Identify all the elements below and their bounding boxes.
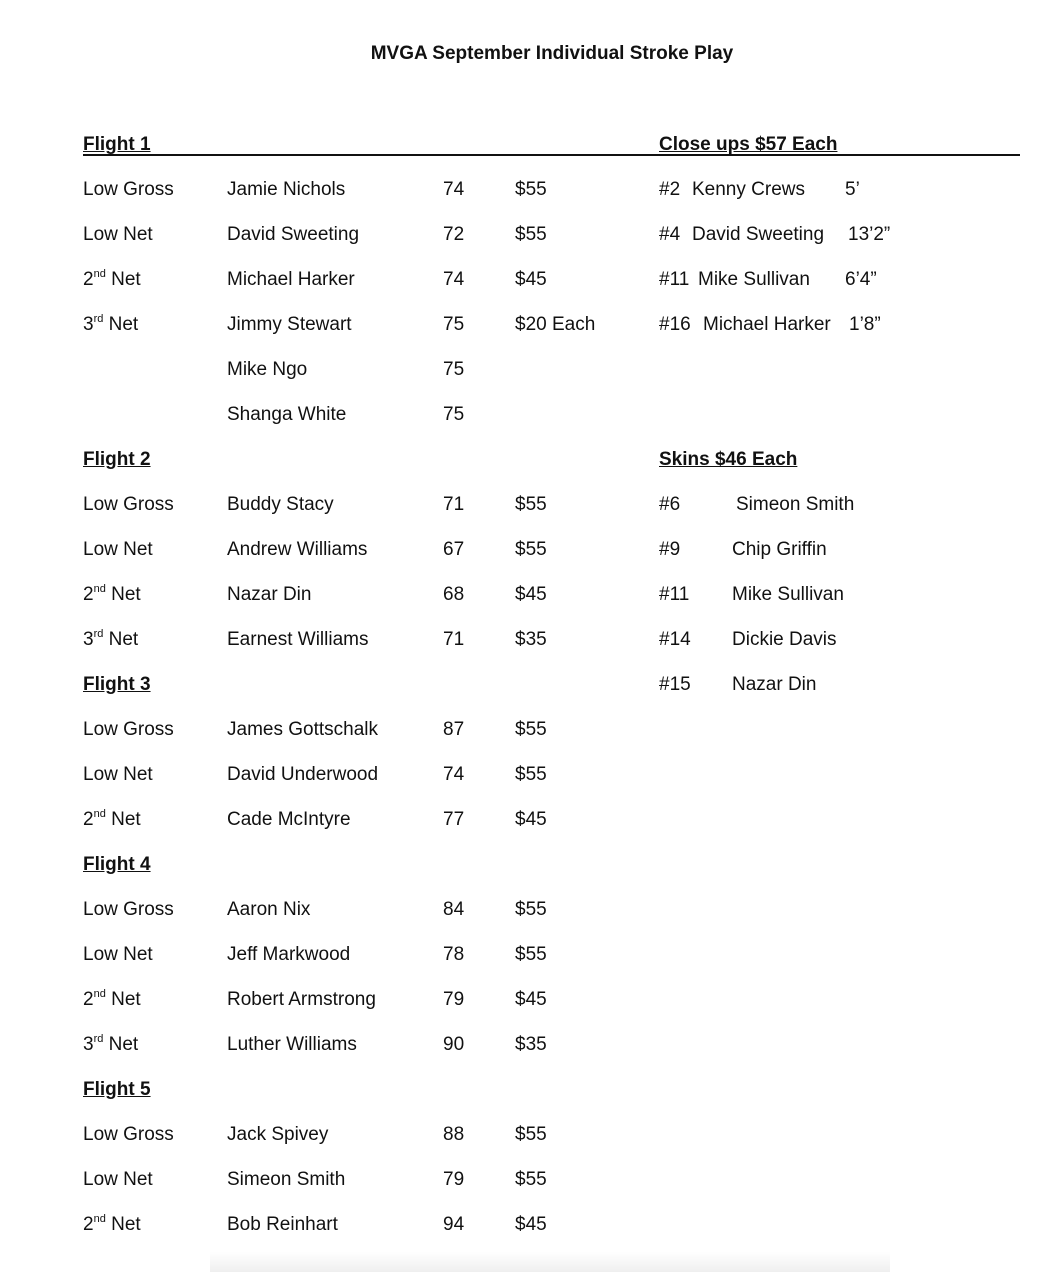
closeup-distance: 5’	[845, 179, 860, 200]
score: 90	[443, 1034, 465, 1055]
place-number: 3	[83, 629, 94, 650]
finish-place	[83, 310, 138, 340]
place-suffix: nd	[93, 267, 106, 280]
score: 75	[443, 314, 465, 335]
closeup-player: Kenny Crews	[692, 179, 805, 200]
player-name: David Underwood	[227, 764, 379, 785]
place-suffix: rd	[93, 627, 104, 640]
prize-amount: $45	[515, 989, 547, 1010]
finish-place: Low Net	[83, 539, 153, 560]
score: 78	[443, 944, 465, 965]
player-name: Buddy Stacy	[227, 494, 334, 515]
place-label: Net	[103, 1034, 139, 1055]
place-label: Net	[105, 809, 141, 830]
prize-amount: $55	[515, 224, 547, 245]
header-divider	[83, 154, 1020, 156]
score: 84	[443, 899, 465, 920]
skin-player: Mike Sullivan	[732, 584, 844, 605]
finish-place	[83, 580, 141, 610]
score: 75	[443, 359, 465, 380]
closeups-heading: Close ups $57 Each	[659, 134, 838, 155]
flight-heading: Flight 4	[83, 854, 151, 875]
finish-place: Low Net	[83, 1169, 153, 1190]
place-label: Net	[103, 629, 139, 650]
finish-place	[83, 625, 138, 655]
prize-amount: $55	[515, 179, 547, 200]
score: 87	[443, 719, 465, 740]
prize-amount: $45	[515, 1214, 547, 1235]
finish-place: Low Net	[83, 224, 153, 245]
player-name: Earnest Williams	[227, 629, 369, 650]
score: 88	[443, 1124, 465, 1145]
score: 68	[443, 584, 465, 605]
player-name: Michael Harker	[227, 269, 355, 290]
prize-amount: $55	[515, 494, 547, 515]
skin-player: Simeon Smith	[736, 494, 855, 515]
finish-place: Low Net	[83, 944, 153, 965]
finish-place	[83, 805, 141, 835]
prize-amount: $55	[515, 764, 547, 785]
player-name: Aaron Nix	[227, 899, 311, 920]
prize-amount: $35	[515, 629, 547, 650]
place-suffix: nd	[93, 807, 106, 820]
finish-place: Low Gross	[83, 179, 174, 200]
score: 67	[443, 539, 465, 560]
page-title: MVGA September Individual Stroke Play	[370, 43, 734, 64]
prize-amount: $55	[515, 899, 547, 920]
skin-player: Nazar Din	[732, 674, 817, 695]
player-name: Jack Spivey	[227, 1124, 329, 1145]
prize-amount: $55	[515, 944, 547, 965]
place-number: 2	[83, 809, 94, 830]
place-suffix: nd	[93, 1212, 106, 1225]
player-name: Nazar Din	[227, 584, 312, 605]
closeup-player: David Sweeting	[692, 224, 825, 245]
flight-heading: Flight 2	[83, 449, 151, 470]
player-name: Simeon Smith	[227, 1169, 346, 1190]
closeup-hole: #2	[659, 179, 681, 200]
player-name: Cade McIntyre	[227, 809, 351, 830]
finish-place: Low Gross	[83, 719, 174, 740]
place-label: Net	[105, 1214, 141, 1235]
place-number: 3	[83, 1034, 94, 1055]
score: 74	[443, 179, 465, 200]
player-name: Jeff Markwood	[227, 944, 351, 965]
place-number: 2	[83, 269, 94, 290]
skin-player: Chip Griffin	[732, 539, 827, 560]
flight-heading: Flight 5	[83, 1079, 151, 1100]
closeup-distance: 6’4”	[845, 269, 877, 290]
closeup-player: Mike Sullivan	[698, 269, 810, 290]
place-number: 2	[83, 989, 94, 1010]
flight-heading: Flight 3	[83, 674, 151, 695]
place-label: Net	[105, 584, 141, 605]
place-label: Net	[105, 989, 141, 1010]
finish-place	[83, 265, 141, 295]
player-name: Shanga White	[227, 404, 347, 425]
place-number: 3	[83, 314, 94, 335]
skin-hole: #15	[659, 674, 691, 695]
player-name: David Sweeting	[227, 224, 360, 245]
finish-place	[83, 1030, 138, 1060]
player-name: Bob Reinhart	[227, 1214, 338, 1235]
closeup-hole: #4	[659, 224, 681, 245]
player-name: Mike Ngo	[227, 359, 308, 380]
finish-place: Low Gross	[83, 494, 174, 515]
player-name: Jimmy Stewart	[227, 314, 352, 335]
score: 72	[443, 224, 465, 245]
score: 74	[443, 764, 465, 785]
prize-amount: $20 Each	[515, 314, 596, 335]
player-name: Jamie Nichols	[227, 179, 346, 200]
finish-place	[83, 1210, 141, 1240]
score: 71	[443, 629, 465, 650]
place-number: 2	[83, 1214, 94, 1235]
closeup-distance: 13’2”	[848, 224, 891, 245]
player-name: Luther Williams	[227, 1034, 357, 1055]
prize-amount: $55	[515, 539, 547, 560]
place-label: Net	[103, 314, 139, 335]
finish-place: Low Gross	[83, 899, 174, 920]
skins-heading: Skins $46 Each	[659, 449, 798, 470]
prize-amount: $55	[515, 1169, 547, 1190]
score: 77	[443, 809, 465, 830]
skin-hole: #6	[659, 494, 681, 515]
prize-amount: $45	[515, 809, 547, 830]
player-name: Andrew Williams	[227, 539, 368, 560]
score: 75	[443, 404, 465, 425]
place-suffix: nd	[93, 987, 106, 1000]
place-number: 2	[83, 584, 94, 605]
skin-hole: #9	[659, 539, 681, 560]
player-name: Robert Armstrong	[227, 989, 376, 1010]
prize-amount: $55	[515, 719, 547, 740]
closeup-distance: 1’8”	[849, 314, 881, 335]
place-suffix: rd	[93, 312, 104, 325]
prize-amount: $45	[515, 269, 547, 290]
score: 94	[443, 1214, 465, 1235]
skin-hole: #11	[659, 584, 690, 605]
prize-amount: $45	[515, 584, 547, 605]
place-suffix: rd	[93, 1032, 104, 1045]
score: 79	[443, 1169, 465, 1190]
place-label: Net	[105, 269, 141, 290]
flight-heading: Flight 1	[83, 134, 151, 155]
finish-place	[83, 985, 141, 1015]
finish-place: Low Gross	[83, 1124, 174, 1145]
closeup-hole: #16	[659, 314, 691, 335]
place-suffix: nd	[93, 582, 106, 595]
score: 74	[443, 269, 465, 290]
finish-place: Low Net	[83, 764, 153, 785]
skin-hole: #14	[659, 629, 691, 650]
player-name: James Gottschalk	[227, 719, 378, 740]
score: 79	[443, 989, 465, 1010]
page-edge-shadow	[210, 1252, 890, 1272]
skin-player: Dickie Davis	[732, 629, 837, 650]
closeup-player: Michael Harker	[703, 314, 831, 335]
prize-amount: $55	[515, 1124, 547, 1145]
prize-amount: $35	[515, 1034, 547, 1055]
closeup-hole: #11	[659, 269, 690, 290]
score: 71	[443, 494, 465, 515]
